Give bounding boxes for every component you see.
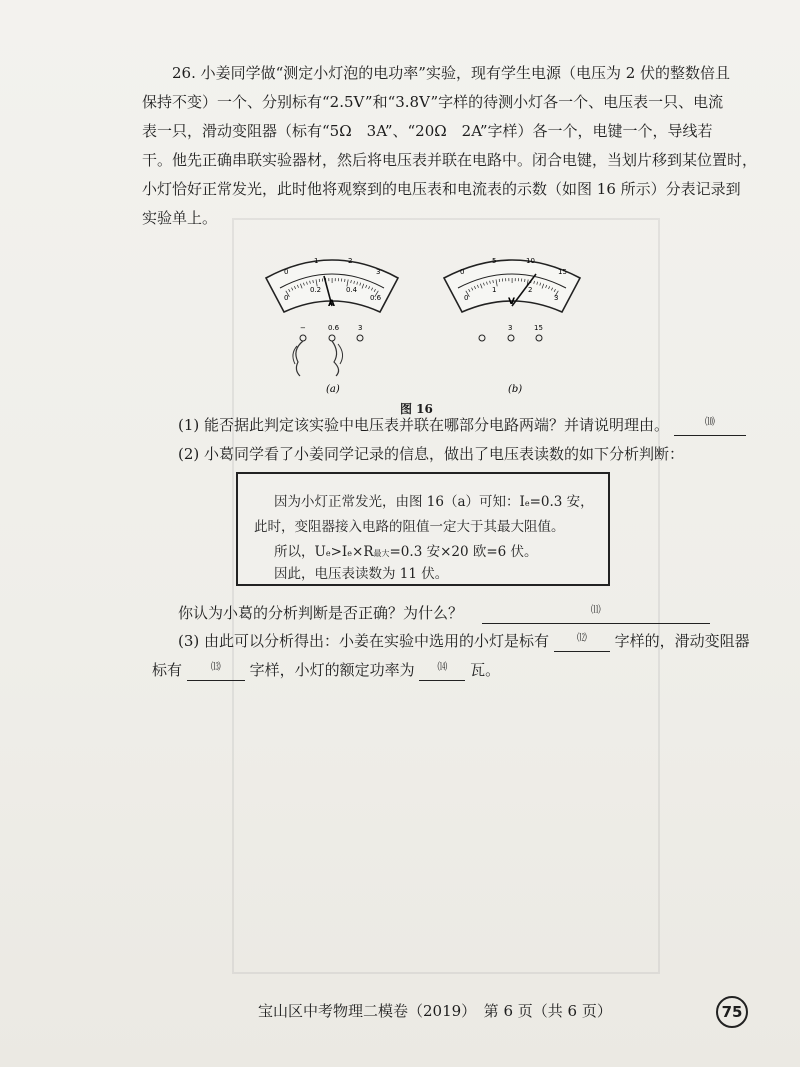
- q3-line-2: [152, 659, 500, 681]
- q3-line-1: [178, 630, 750, 652]
- ammeter-terminals: [293, 324, 363, 376]
- question-line-6: 实验单上。: [142, 209, 218, 227]
- q2-ask-line: [178, 602, 710, 624]
- q1-blank-mark: ⑽: [704, 417, 715, 428]
- question-line-4: 干。他先正确串联实验器材，然后将电压表并联在电路中。闭合电键，当划片移到某位置时，: [142, 151, 758, 169]
- ammeter-outer-1: 1: [314, 257, 319, 265]
- voltmeter-inner-1: 1: [492, 286, 497, 294]
- page-footer: 宝山区中考物理二模卷（2019） 第 6 页（共 6 页）: [258, 1002, 612, 1020]
- question-line-5: 小灯恰好正常发光，此时他将观察到的电压表和电流表的示数（如图 16 所示）分表记录到: [142, 180, 741, 198]
- q2-answer-blank[interactable]: [482, 605, 710, 624]
- q2-line: (2) 小葛同学看了小姜同学记录的信息，做出了电压表读数的如下分析判断：: [178, 445, 685, 463]
- question-line-1: [172, 62, 730, 83]
- ammeter-outer-0: 0: [284, 268, 289, 276]
- figure-caption: 图 16: [400, 402, 433, 416]
- question-line-3: 表一只，滑动变阻器（标有“5Ω 3A”、“20Ω 2A”字样）各一个，电键一个，导线若: [142, 122, 713, 140]
- ammeter-inner-3: 0.6: [370, 294, 382, 302]
- ammeter-label: (a): [326, 384, 340, 395]
- voltmeter-unit: V: [508, 297, 515, 307]
- ammeter-dial: [266, 257, 398, 312]
- voltmeter-dial: [444, 257, 580, 312]
- question-text-1: 小姜同学做“测定小灯泡的电功率”实验，现有学生电源（电压为 2 伏的整数倍且: [200, 64, 731, 82]
- voltmeter-outer-10: 10: [526, 257, 535, 265]
- figure-16: [262, 250, 622, 400]
- ammeter-terminal-neg: −: [300, 324, 306, 332]
- q3-text-e: 瓦。: [470, 661, 501, 679]
- voltmeter-terminals: [479, 324, 543, 341]
- voltmeter-outer-0: 0: [460, 268, 465, 276]
- ammeter-inner-2: 0.4: [346, 286, 358, 294]
- q3-text-a: (3) 由此可以分析得出：小姜在实验中选用的小灯是标有: [178, 632, 550, 650]
- voltmeter-inner-3: 3: [554, 294, 559, 302]
- analysis-line-1: 因为小灯正常发光，由图 16（a）可知：Ie=0.3 安，: [274, 494, 594, 510]
- q3-lamp-blank[interactable]: ⑿: [554, 637, 610, 652]
- q3-rheostat-blank[interactable]: ⒀: [187, 666, 245, 681]
- voltmeter-inner-0: 0: [464, 294, 469, 302]
- page-number-badge: 75: [716, 996, 748, 1028]
- voltmeter-terminal-15: 15: [534, 324, 543, 332]
- voltmeter-inner-2: 2: [528, 286, 533, 294]
- analysis-box: [236, 472, 610, 586]
- q1-text: (1) 能否据此判定该实验中电压表并联在哪部分电路两端？并请说明理由。: [178, 416, 670, 434]
- analysis-line-3: 所以，Ue>Ie×R最大=0.3 安×20 欧=6 伏。: [274, 544, 538, 560]
- q3-text-c: 标有: [152, 661, 183, 679]
- q2-blank-mark: ⑾: [590, 605, 601, 616]
- ammeter-outer-2: 2: [348, 257, 353, 265]
- analysis-line-4: 因此，电压表读数为 11 伏。: [274, 566, 449, 582]
- q1-line: [178, 414, 746, 436]
- analysis-line-2: 此时，变阻器接入电路的阻值一定大于其最大阻值。: [254, 519, 565, 535]
- q3-text-b: 字样的，滑动变阻器: [614, 632, 750, 650]
- ammeter-outer-3: 3: [376, 268, 381, 276]
- q3-power-blank[interactable]: ⒁: [419, 666, 465, 681]
- ammeter-inner-1: 0.2: [310, 286, 322, 294]
- question-line-2: 保持不变）一个、分别标有“2.5V”和“3.8V”字样的待测小灯各一个、电压表一只、电流: [142, 93, 724, 111]
- ammeter-terminal-3: 3: [358, 324, 363, 332]
- q1-answer-blank[interactable]: [674, 417, 746, 436]
- voltmeter-outer-5: 5: [492, 257, 497, 265]
- voltmeter-outer-15: 15: [558, 268, 567, 276]
- voltmeter-terminal-3: 3: [508, 324, 513, 332]
- question-number: 26.: [172, 64, 196, 82]
- q2-ask-text: 你认为小葛的分析判断是否正确？为什么？: [178, 604, 464, 622]
- ammeter-unit: A: [328, 299, 335, 309]
- voltmeter-label: (b): [508, 384, 523, 395]
- ammeter-terminal-06: 0.6: [328, 324, 340, 332]
- q3-text-d: 字样，小灯的额定功率为: [249, 661, 415, 679]
- ammeter-inner-0: 0: [284, 294, 289, 302]
